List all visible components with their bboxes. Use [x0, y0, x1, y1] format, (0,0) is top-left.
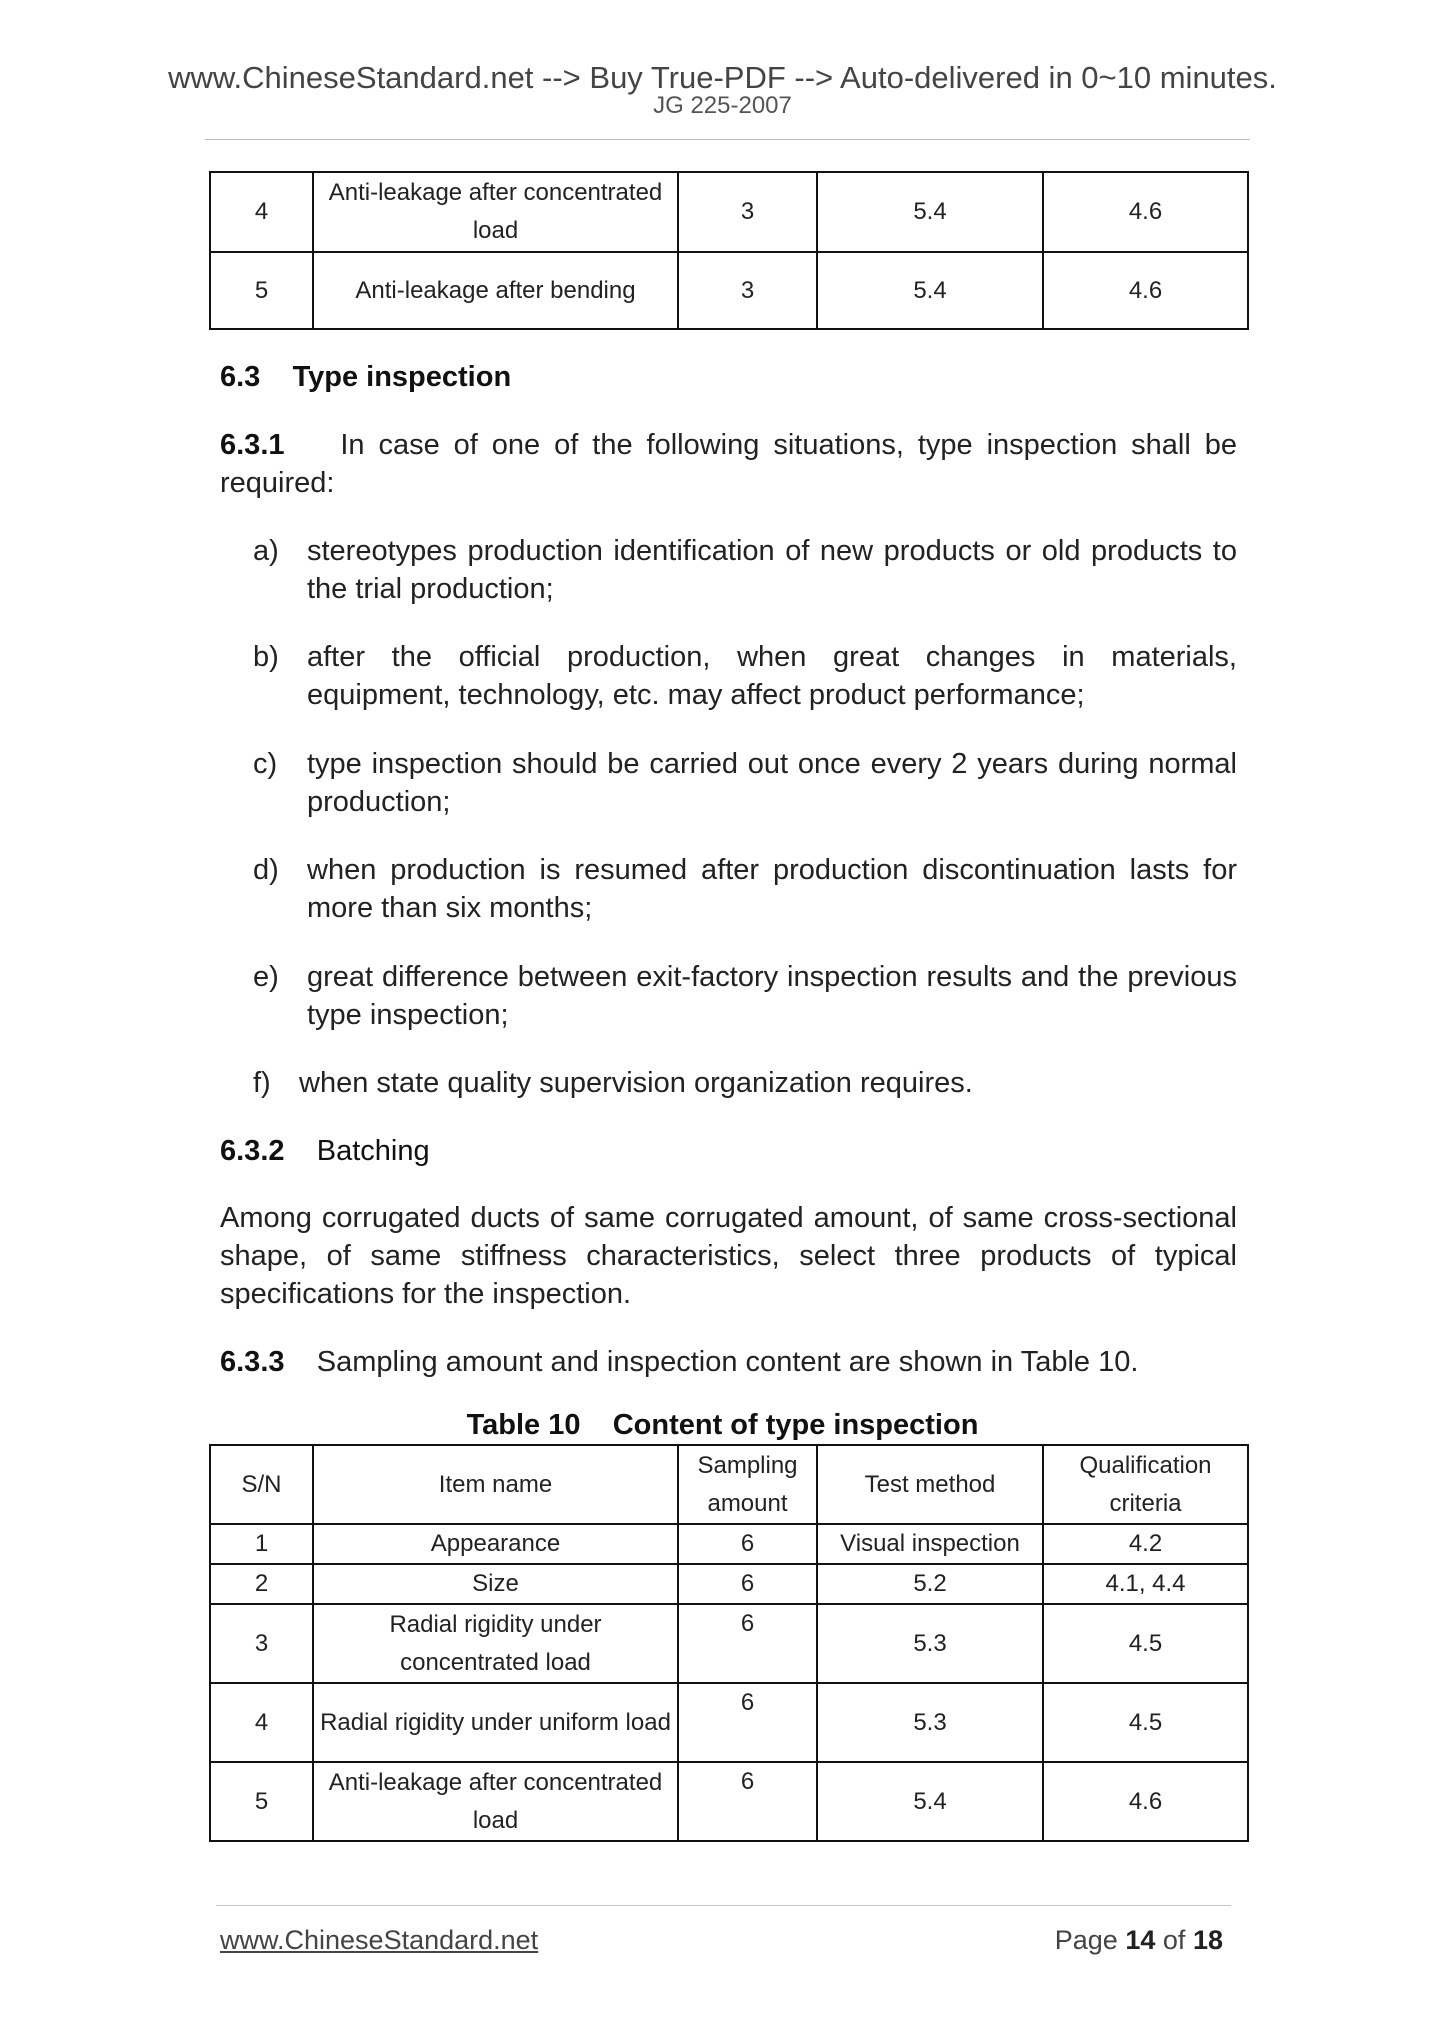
table-row [210, 1564, 1248, 1604]
table-row [210, 1683, 1248, 1762]
table-header-row [210, 1445, 1248, 1524]
sampling-amount-cell: 6 [678, 1564, 817, 1604]
header-item-name: Item name [313, 1445, 678, 1524]
header-test-method: Test method [817, 1445, 1043, 1524]
qualification-criteria-cell: 4.2 [1043, 1524, 1248, 1564]
qualification-criteria-cell: 4.5 [1043, 1604, 1248, 1683]
sampling-amount-cell: 6 [678, 1762, 817, 1841]
sn-cell: 3 [210, 1604, 313, 1683]
clause-6-3-1 [220, 426, 1237, 502]
test-method-cell: 5.4 [817, 172, 1043, 252]
clause-6-3-3 [220, 1343, 1237, 1381]
table-row [210, 1604, 1248, 1683]
sn-cell: 1 [210, 1524, 313, 1564]
page-total: 18 [1192, 1925, 1223, 1955]
list-item-label: e) [253, 961, 279, 993]
list-item [253, 745, 1237, 821]
item-name-cell: Anti-leakage after concentrated load [313, 172, 678, 252]
test-method-cell: 5.3 [817, 1604, 1043, 1683]
test-method-cell: 5.3 [817, 1683, 1043, 1762]
clause-title: Batching [316, 1135, 430, 1167]
clause-number: 6.3.1 [220, 429, 285, 461]
list-item-label: c) [253, 748, 278, 780]
list-item-text: when state quality supervision organization requires. [299, 1067, 973, 1099]
list-item-text: great difference between exit-factory inspection results and the previous type inspection; [307, 961, 1237, 1031]
section-number: 6.3 [220, 361, 261, 393]
clause-text: In case of one of the following situations, type inspection shall be required: [220, 429, 1237, 499]
list-item [253, 958, 1237, 1034]
sn-cell: 4 [210, 172, 313, 252]
page-current: 14 [1125, 1925, 1156, 1955]
sn-cell: 5 [210, 252, 313, 329]
table-caption: Table 10 Content of type inspection [466, 1409, 979, 1441]
header-sampling-amount: Sampling amount [678, 1445, 817, 1524]
page-of: of [1162, 1925, 1186, 1955]
list-item-label: d) [253, 854, 279, 886]
table-row [210, 252, 1248, 329]
list-item-label: f) [253, 1067, 271, 1099]
list-item-text: after the official production, when great changes in materials, equipment, technology, etc. may affect product performance; [307, 641, 1237, 711]
page-prefix: Page [1054, 1925, 1118, 1955]
list-item [253, 851, 1237, 927]
table-row [210, 1762, 1248, 1841]
sampling-amount-cell: 6 [678, 1683, 817, 1762]
header-qualification-criteria: Qualification criteria [1043, 1445, 1248, 1524]
qualification-criteria-cell: 4.5 [1043, 1683, 1248, 1762]
qualification-criteria-cell: 4.6 [1043, 252, 1248, 329]
item-name-cell: Anti-leakage after concentrated load [313, 1762, 678, 1841]
clause-6-3-2-heading [220, 1132, 430, 1170]
clause-number: 6.3.2 [220, 1135, 285, 1167]
list-item-label: a) [253, 535, 279, 567]
test-method-cell: 5.2 [817, 1564, 1043, 1604]
test-method-cell: Visual inspection [817, 1524, 1043, 1564]
document-code: JG 225-2007 [653, 92, 792, 119]
table-row [210, 172, 1248, 252]
clause-6-3-2-text: Among corrugated ducts of same corrugated amount, of same cross-sectional shape, of same stiffness characteristics, select three products of typical specifications for the inspection. [220, 1202, 1237, 1310]
sn-cell: 4 [210, 1683, 313, 1762]
qualification-criteria-cell: 4.1, 4.4 [1043, 1564, 1248, 1604]
list-item-text: type inspection should be carried out once every 2 years during normal production; [307, 748, 1237, 818]
item-name-cell: Anti-leakage after bending [313, 252, 678, 329]
sn-cell: 2 [210, 1564, 313, 1604]
sampling-amount-cell: 6 [678, 1604, 817, 1683]
list-item [253, 1064, 1237, 1102]
type-inspection-table [209, 1444, 1249, 1842]
test-method-cell: 5.4 [817, 252, 1043, 329]
qualification-criteria-cell: 4.6 [1043, 172, 1248, 252]
header-divider [205, 139, 1250, 140]
list-item [253, 532, 1237, 608]
item-name-cell: Appearance [313, 1524, 678, 1564]
test-method-cell: 5.4 [817, 1762, 1043, 1841]
item-name-cell: Size [313, 1564, 678, 1604]
clause-text: Sampling amount and inspection content are shown in Table 10. [316, 1346, 1139, 1378]
list-item-text: stereotypes production identification of new products or old products to the trial production; [307, 535, 1237, 605]
page-number [1055, 1923, 1223, 1957]
sampling-amount-cell: 3 [678, 252, 817, 329]
list-item [253, 638, 1237, 714]
item-name-cell: Radial rigidity under concentrated load [313, 1604, 678, 1683]
item-name-cell: Radial rigidity under uniform load [313, 1683, 678, 1762]
list-item-text: when production is resumed after production discontinuation lasts for more than six months; [307, 854, 1237, 924]
sn-cell: 5 [210, 1762, 313, 1841]
footer-divider [216, 1905, 1231, 1906]
table-row [210, 1524, 1248, 1564]
footer-website-link[interactable]: www.ChineseStandard.net [220, 1925, 539, 1955]
sampling-amount-cell: 6 [678, 1524, 817, 1564]
section-title: Type inspection [292, 361, 512, 393]
list-item-label: b) [253, 641, 279, 673]
sampling-amount-cell: 3 [678, 172, 817, 252]
clause-number: 6.3.3 [220, 1346, 285, 1378]
qualification-criteria-cell: 4.6 [1043, 1762, 1248, 1841]
header-banner[interactable]: www.ChineseStandard.net --> Buy True-PDF --> Auto-delivered in 0~10 minutes. [168, 60, 1277, 95]
section-heading-6-3 [220, 358, 511, 396]
continued-inspection-table [209, 171, 1249, 330]
header-sn: S/N [210, 1445, 313, 1524]
